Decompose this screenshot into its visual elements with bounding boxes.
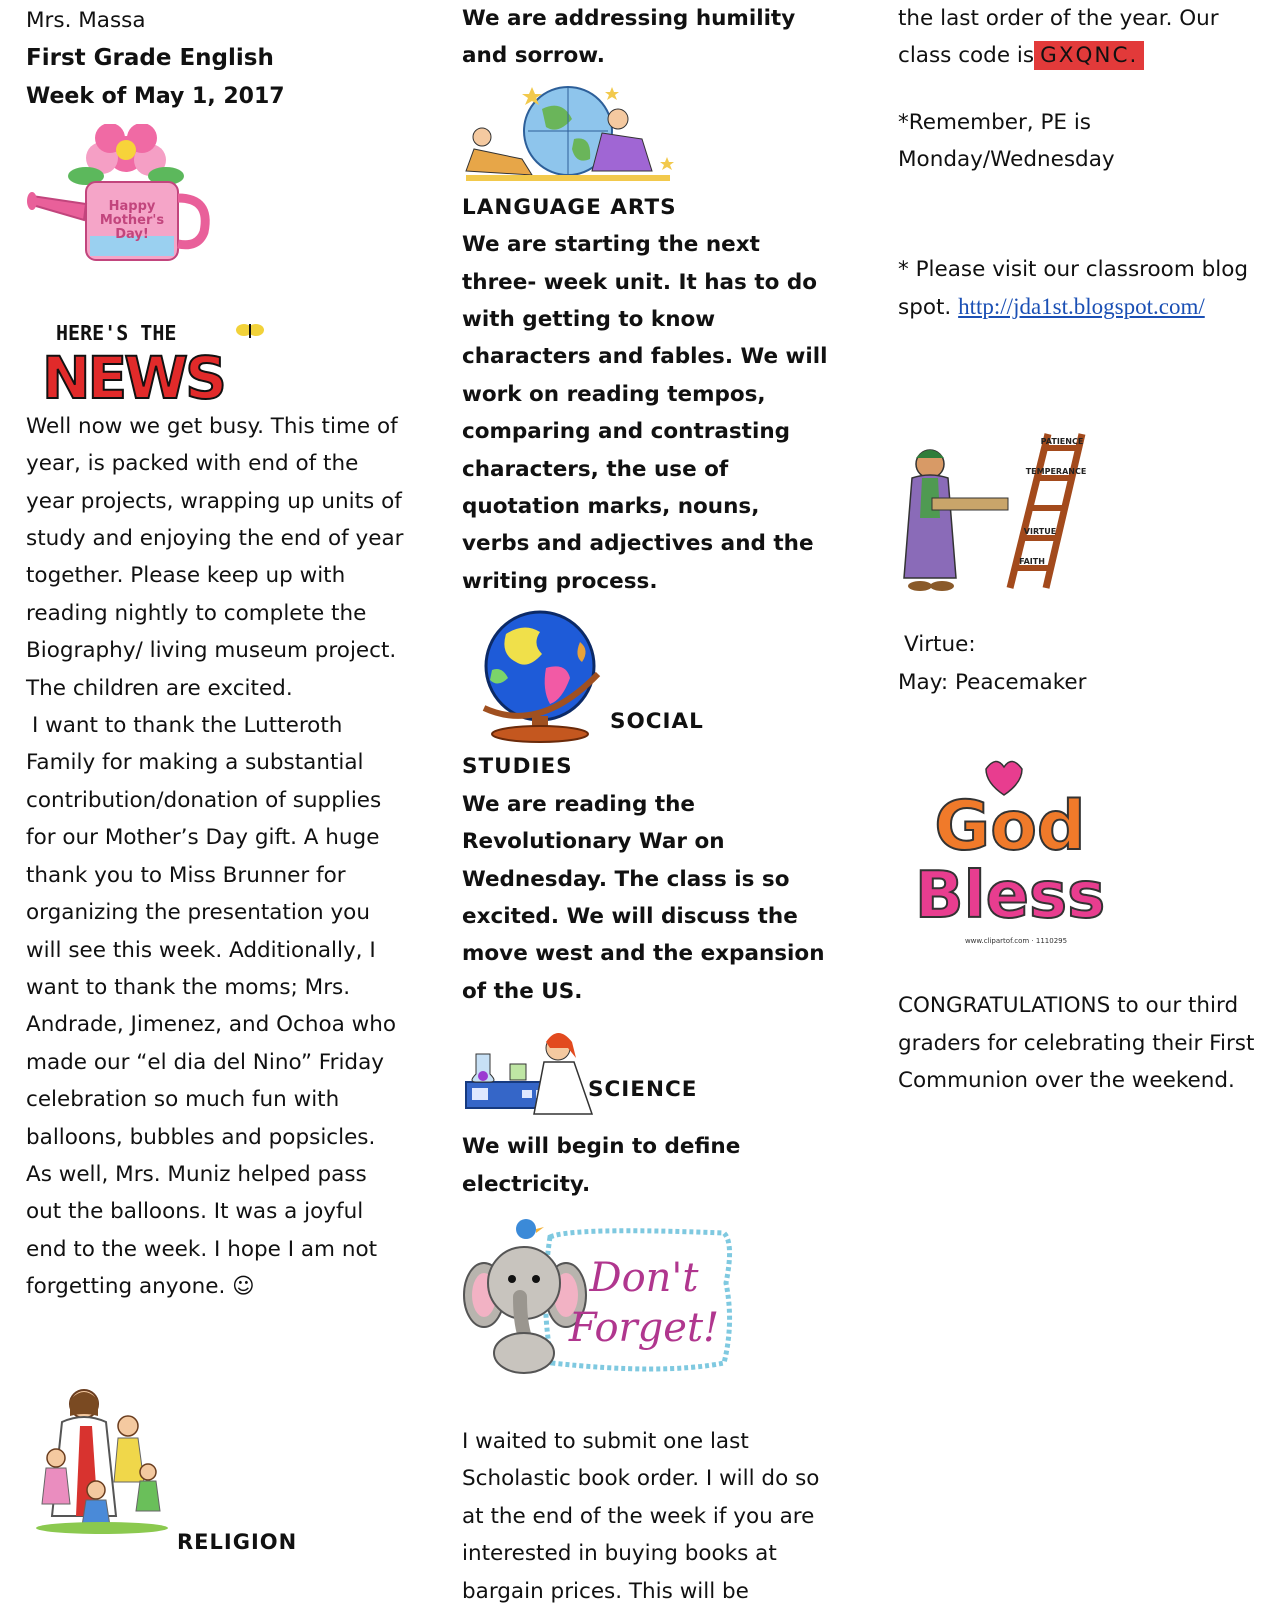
dont-forget-text-1: Don't xyxy=(589,1254,699,1301)
ladder-rung-1: PATIENCE xyxy=(1040,437,1084,447)
heres-the-news-clipart xyxy=(26,318,286,408)
religion-heading: RELIGION xyxy=(177,1530,298,1554)
religion-text: We are addressing humility and sorrow. xyxy=(462,6,796,69)
pe-reminder: *Remember, PE is Monday/Wednesday xyxy=(898,109,1115,173)
god-bless-clipart xyxy=(898,751,1133,951)
blog-text: * Please visit our classroom blog spot. xyxy=(898,256,1249,321)
god-bless-text-1: God xyxy=(934,787,1086,867)
virtue-ladder-clipart xyxy=(900,428,1100,598)
god-bless-credit: www.clipartof.com · 1110295 xyxy=(964,937,1068,946)
mothers-day-text-3: Day! xyxy=(115,226,149,242)
mothers-day-watering-can-clipart xyxy=(26,124,216,274)
jesus-with-children-clipart xyxy=(32,1386,172,1536)
column-3 xyxy=(898,0,1268,1099)
news-top-text: HERE'S THE xyxy=(56,320,177,345)
language-arts-text: We are starting the next three- week unit. It has to do with getting to know characters and fables. We will work on reading tempos, comparing and contrasting characters, the use of quotation marks, nouns, verbs and adjectives and the writing process. xyxy=(462,232,828,594)
science-text: We will begin to define electricity. xyxy=(462,1134,741,1197)
ladder-rung-5: FAITH xyxy=(1019,557,1045,567)
class-code-badge: GXQNC. xyxy=(1034,41,1144,70)
virtue-month: May: Peacemaker xyxy=(898,669,1087,695)
bird-icon xyxy=(516,1219,544,1239)
book-order-text-2: the last order of the year. Our class code is xyxy=(898,6,1219,69)
congratulations-text: CONGRATULATIONS to our third graders for celebrating their First Communion over the weekend. xyxy=(898,993,1255,1094)
ladder-rung-2: TEMPERANCE xyxy=(1025,467,1087,477)
news-paragraph-1: Well now we get busy. This time of year, is packed with end of the year projects, wrapping up units of study and enjoying the end of year together. Please keep up with reading nightly to complete the Biography/ living museum project. The children are excited. xyxy=(26,413,404,701)
dont-forget-elephant-clipart xyxy=(462,1213,737,1383)
social-studies-heading-1: SOCIAL xyxy=(610,709,704,734)
class-title: First Grade English xyxy=(26,45,274,72)
mothers-day-text-1: Happy xyxy=(108,198,156,214)
virtue-label: Virtue: xyxy=(904,632,976,658)
kids-reading-globe-clipart xyxy=(462,79,677,189)
god-bless-text-2: Bless xyxy=(914,859,1106,934)
news-paragraph-2: I want to thank the Lutteroth Family for making a substantial contribution/donation of supplies for our Mother’s Day gift. A huge thank you to Miss Brunner for organizing the presentation you will see this week. Additionally, I want to thank the moms; Mrs. Andrade, Jimenez, and Ochoa who made our “el dia del Nino” Friday celebration so much fun with balloons, bubbles and popsicles. As well, Mrs. Muniz helped pass out the balloons. It was a joyful end to the week. I hope I am not forgetting anyone. ☺ xyxy=(26,713,397,1300)
news-main-text: NEWS xyxy=(42,343,224,408)
science-heading: SCIENCE xyxy=(588,1077,698,1102)
book-order-text-1: I waited to submit one last Scholastic book order. I will do so at the end of the week if you are interested in buying books at bargain prices. This will be xyxy=(462,1428,820,1604)
social-studies-text: We are reading the Revolutionary War on Wednesday. The class is so excited. We will discuss the move west and the expansion of the US. xyxy=(462,791,825,1004)
dont-forget-text-2: Forget! xyxy=(568,1304,720,1351)
social-studies-heading-2: STUDIES xyxy=(462,754,573,780)
ladder-rung-4: VIRTUE xyxy=(1023,527,1057,537)
globe-clipart xyxy=(462,608,622,744)
teacher-name: Mrs. Massa xyxy=(26,8,146,33)
week-date: Week of May 1, 2017 xyxy=(26,84,285,110)
butterfly-icon xyxy=(236,324,264,338)
science-lab-clipart xyxy=(462,1024,602,1122)
blog-link[interactable]: http://jda1st.blogspot.com/ xyxy=(958,294,1205,320)
mothers-day-text-2: Mother's xyxy=(99,212,165,228)
column-2 xyxy=(462,0,832,1610)
language-arts-heading: LANGUAGE ARTS xyxy=(462,194,677,220)
flower-icon xyxy=(68,124,184,185)
column-1 xyxy=(26,0,406,1554)
